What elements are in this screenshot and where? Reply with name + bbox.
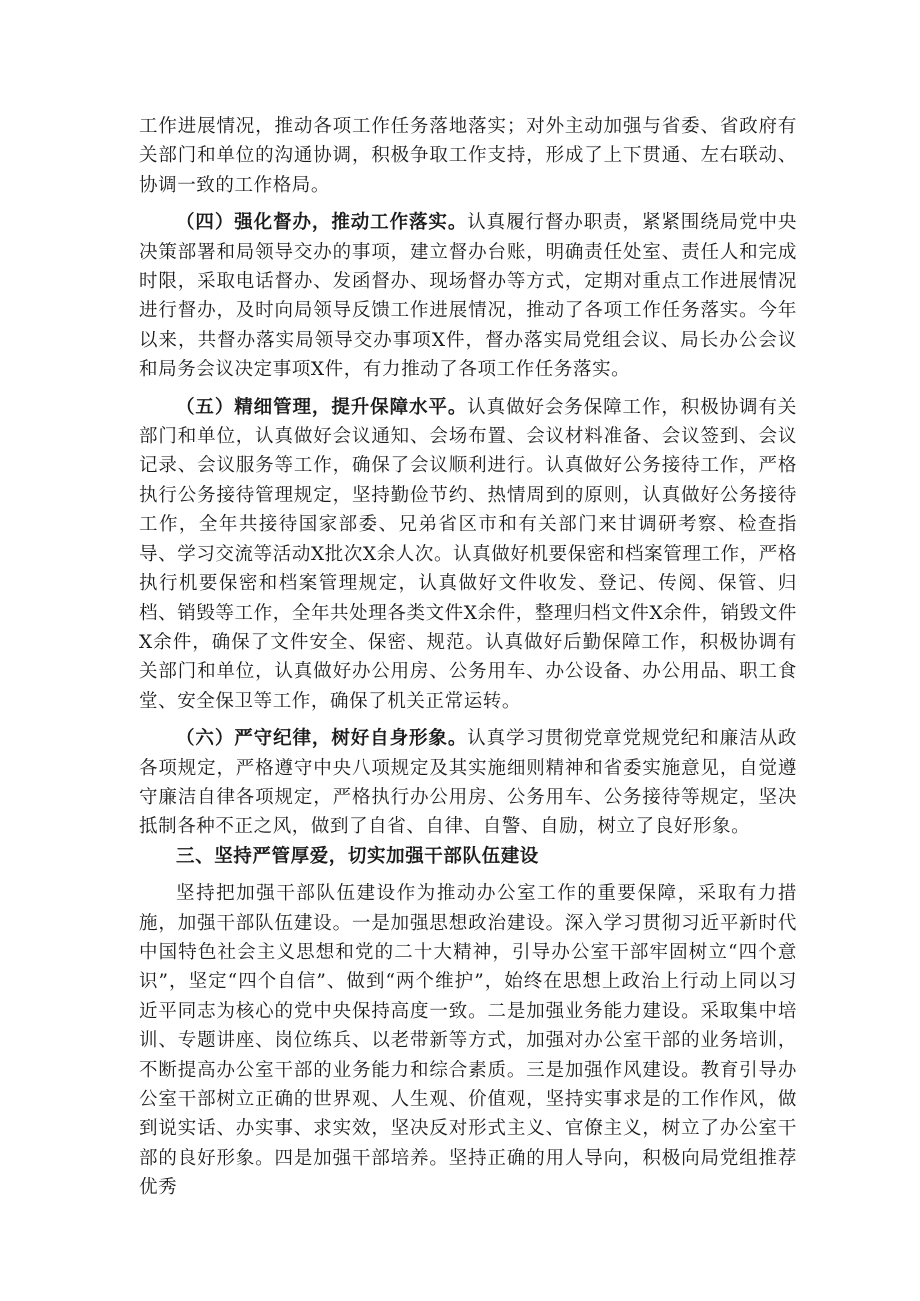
document-body: [139, 112, 797, 1203]
section-4-lead: （四）强化督办，推动工作落实。: [176, 212, 468, 234]
section-4-body: 认真履行督办职责，紧紧围绕局党中央决策部署和局领导交办的事项，建立督办台账，明确责任处室、责任人和完成时限，采取电话督办、发函督办、现场督办等方式，定期对重点工作进展情况进行督办，及时向局领导反馈工作进展情况，推动了各项工作任务落实。今年以来，共督办落实局领导交办事项X件，督办落实局党组会议、局长办公会议和局务会议决定事项X件，有力推动了各项工作任务落实。: [139, 212, 797, 381]
paragraph-section-5: [139, 393, 797, 716]
section-6-lead: （六）严守纪律，树好自身形象。: [176, 728, 468, 750]
paragraph-section-6: [139, 724, 797, 842]
section-5-body: 认真做好会务保障工作，积极协调有关部门和单位，认真做好会议通知、会场布置、会议材料准备、会议签到、会议记录、会议服务等工作，确保了会议顺利进行。认真做好公务接待工作，严格执行公务接待管理规定，坚持勤俭节约、热情周到的原则，认真做好公务接待工作，全年共接待国家部委、兄弟省区市和有关部门来甘调研考察、检查指导、学习交流等活动X批次X余人次。认真做好机要保密和档案管理工作，严格执行机要保密和档案管理规定，认真做好文件收发、登记、传阅、保管、归档、销毁等工作，全年共处理各类文件X余件，整理归档文件X余件，销毁文件X余件，确保了文件安全、保密、规范。认真做好后勤保障工作，积极协调有关部门和单位，认真做好办公用房、公务用车、办公设备、办公用品、职工食堂、安全保卫等工作，确保了机关正常运转。: [139, 396, 797, 712]
paragraph-final: 坚持把加强干部队伍建设作为推动办公室工作的重要保障，采取有力措施，加强干部队伍建设。一是加强思想政治建设。深入学习贯彻习近平新时代中国特色社会主义思想和党的二十大精神，引导办公室干部牢固树立“四个意识”，坚定“四个自信”、做到“两个维护”，始终在思想上政治上行动上同以习近平同志为核心的党中央保持高度一致。二是加强业务能力建设。采取集中培训、专题讲座、岗位练兵、以老带新等方式，加强对办公室干部的业务培训，不断提高办公室干部的业务能力和综合素质。三是加强作风建设。教育引导办公室干部树立正确的世界观、人生观、价值观，坚持实事求是的工作作风，做到说实话、办实事、求实效，坚决反对形式主义、官僚主义，树立了办公室干部的良好形象。四是加强干部培养。坚持正确的用人导向，积极向局党组推荐优秀: [139, 883, 797, 1199]
paragraph-section-4: [139, 208, 797, 384]
section-6-body: 认真学习贯彻党章党规党纪和廉洁从政各项规定，严格遵守中央八项规定及其实施细则精神和省委实施意见，自觉遵守廉洁自律各项规定，严格执行办公用房、公务用车、公务接待等规定，坚决抵制各种不正之风，做到了自省、自律、自警、自励，树立了良好形象。: [139, 728, 797, 838]
paragraph-continuation: 工作进展情况，推动各项工作任务落地落实；对外主动加强与省委、省政府有关部门和单位的沟通协调，积极争取工作支持，形成了上下贯通、左右联动、协调一致的工作格局。: [139, 116, 797, 196]
section-5-lead: （五）精细管理，提升保障水平。: [176, 396, 468, 418]
section-3-heading: 三、坚持严管厚爱，切实加强干部队伍建设: [176, 845, 539, 867]
